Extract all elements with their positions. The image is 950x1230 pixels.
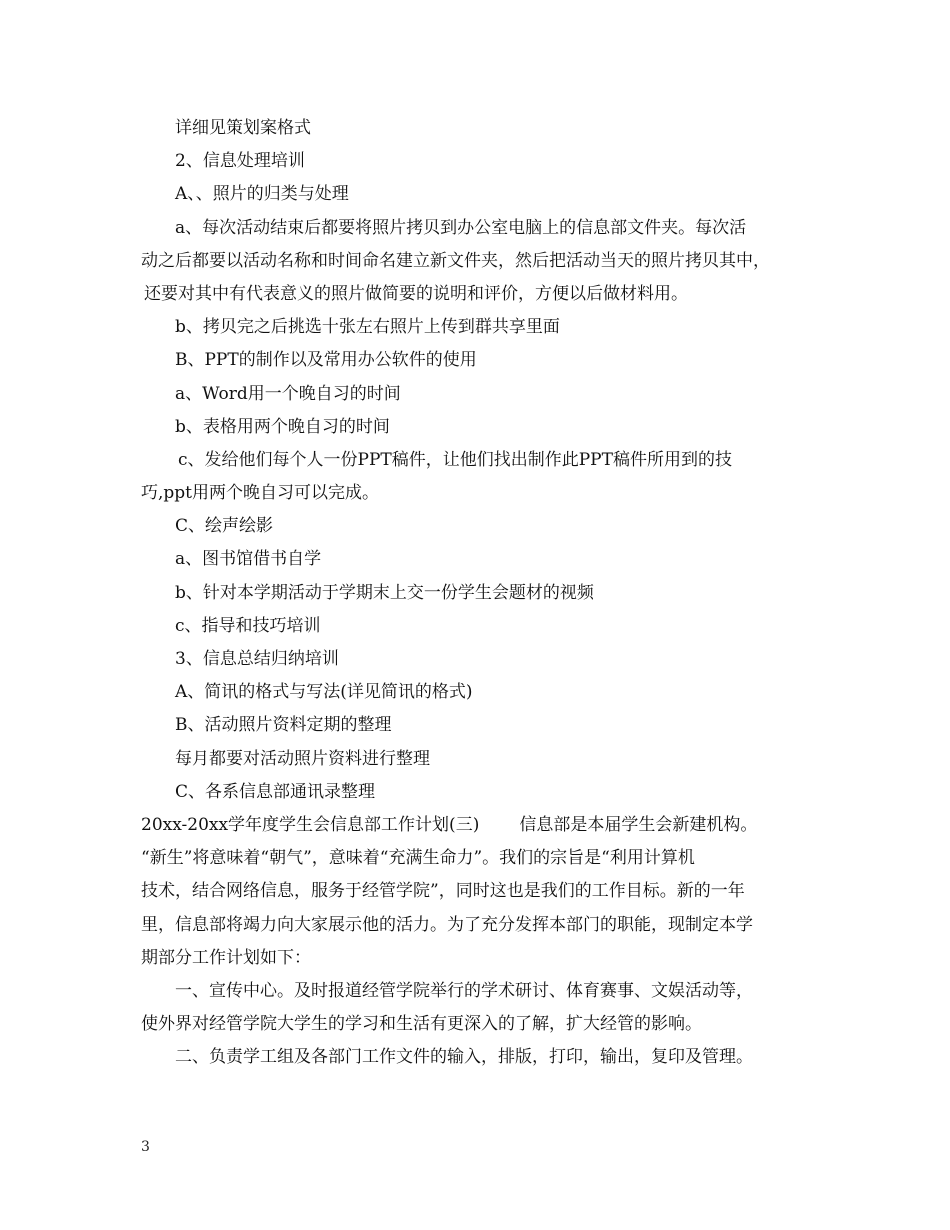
- subsection-heading: C、各系信息部通讯录整理: [175, 781, 376, 802]
- text-line: a、图书馆借书自学: [175, 549, 322, 570]
- text-line: a、Word用一个晚自习的时间: [175, 383, 401, 404]
- document-body: [141, 112, 816, 1074]
- plan-title-line: [141, 809, 816, 842]
- text-line: b、表格用两个晚自习的时间: [175, 416, 390, 437]
- text-line: 每月都要对活动照片资料进行整理: [175, 748, 430, 769]
- text-line: c、发给他们每个人一份PPT稿件，让他们找出制作此PPT稿件所用到的技: [178, 449, 732, 470]
- text-line: b、拷贝完之后挑选十张左右照片上传到群共享里面: [175, 317, 560, 338]
- text-line: 动之后都要以活动名称和时间命名建立新文件夹，然后把活动当天的照片拷贝其中，: [141, 250, 770, 271]
- text-line: 二、负责学工组及各部门工作文件的输入，排版，打印，输出，复印及管理。: [175, 1047, 753, 1068]
- plan-intro-text: 信息部是本届学生会新建机构。: [519, 814, 758, 835]
- text-line: 详细见策划案格式: [175, 118, 311, 138]
- text-line: c、指导和技巧培训: [175, 615, 321, 636]
- text-line: 一、宣传中心。及时报道经管学院举行的学术研讨、体育赛事、文娱活动等，: [175, 980, 753, 1001]
- text-line: 使外界对经管学院大学生的学习和生活有更深入的了解，扩大经管的影响。: [141, 1014, 702, 1035]
- plan-title: 20xx-20xx学年度学生会信息部工作计划(三): [141, 814, 480, 835]
- subsection-heading: B、PPT的制作以及常用办公软件的使用: [175, 350, 477, 371]
- text-line: 里，信息部将竭力向大家展示他的活力。为了充分发挥本部门的职能，现制定本学: [141, 914, 753, 935]
- text-line: 期部分工作计划如下：: [141, 947, 311, 968]
- text-line: 巧,ppt用两个晚自习可以完成。: [141, 483, 379, 504]
- text-line: “新生”将意味着“朝气”，意味着“充满生命力”。我们的宗旨是“利用计算机: [141, 848, 695, 869]
- subsection-heading: A、、照片的归类与处理: [175, 184, 349, 205]
- text-line: 技术，结合网络信息，服务于经管学院”，同时这也是我们的工作目标。新的一年: [141, 881, 745, 902]
- text-line: b、针对本学期活动于学期末上交一份学生会题材的视频: [175, 582, 594, 603]
- section-heading: 2、信息处理培训: [175, 151, 305, 172]
- subsection-heading: C、绘声绘影: [175, 516, 274, 537]
- page-number: 3: [141, 1139, 150, 1155]
- text-line: 还要对其中有代表意义的照片做简要的说明和评价，方便以后做材料用。: [144, 283, 688, 304]
- text-line: a、每次活动结束后都要将照片拷贝到办公室电脑上的信息部文件夹。每次活: [175, 217, 747, 238]
- subsection-heading: A、简讯的格式与写法(详见简讯的格式): [175, 682, 473, 703]
- section-heading: 3、信息总结归纳培训: [175, 649, 339, 669]
- subsection-heading: B、活动照片资料定期的整理: [175, 715, 392, 736]
